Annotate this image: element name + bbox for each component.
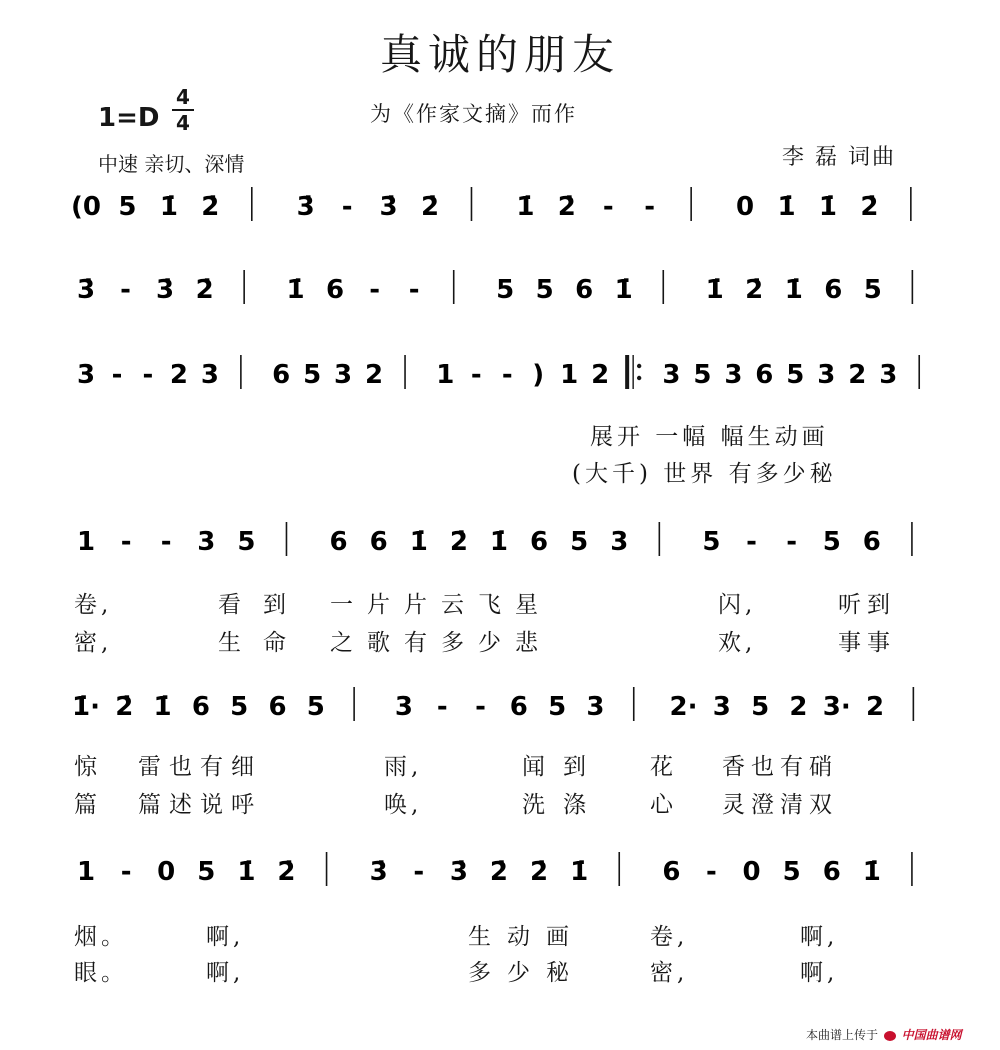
note-6: 6 xyxy=(329,527,348,557)
note-3x: 3̇ xyxy=(379,192,398,222)
lyric-4b-2: 之歌有多少悲 xyxy=(330,630,552,656)
lyric-5a-1: 雷也有细 xyxy=(138,754,262,780)
lyric-6a-2: 生动画 xyxy=(468,924,585,950)
note-1x: 1̇ xyxy=(614,275,633,305)
note-1x: 1̇ xyxy=(489,527,509,557)
note--: - xyxy=(369,275,381,305)
repeat-dot xyxy=(637,376,641,380)
note-1x: 1̇ xyxy=(516,192,535,222)
note-3: 3 xyxy=(817,360,836,390)
note-6: 6 xyxy=(272,360,291,390)
note--: - xyxy=(746,527,757,557)
dedication: 为《作家文摘》而作 xyxy=(370,102,577,126)
lyric-verse1-line1: 展开 一幅 幅生动画 xyxy=(590,424,829,450)
note-5: 5 xyxy=(535,275,554,305)
tempo-marking: 中速 亲切、深情 xyxy=(98,152,245,176)
note-5: 5 xyxy=(197,857,216,887)
lyric-5b-5: 灵澄清双 xyxy=(722,792,838,818)
note-3: 3 xyxy=(724,360,743,390)
lyric-4a-2: 一片片云飞星 xyxy=(330,592,552,618)
lyric-5a-0: 惊 xyxy=(74,754,101,780)
key-signature: 1=D xyxy=(98,103,160,133)
note-6: 6 xyxy=(509,692,528,722)
note-2x: 2̇ xyxy=(420,192,440,222)
note-1x: 1̇ xyxy=(286,275,305,305)
note-3: 3 xyxy=(334,360,353,390)
note--: - xyxy=(602,192,614,222)
note-5: 5 xyxy=(306,692,325,722)
note-3x: 3̇ xyxy=(449,857,468,887)
site-logo-icon xyxy=(884,1031,896,1041)
note--: - xyxy=(120,275,131,305)
note-2x: 2̇ xyxy=(195,275,214,305)
note--: - xyxy=(475,692,486,722)
note-1xx: 1̇· xyxy=(72,692,100,722)
lyric-4a-0: 卷, xyxy=(74,592,113,618)
lyric-5b-4: 心 xyxy=(650,792,677,818)
note-3: 3 xyxy=(879,360,898,390)
note-2x: 2̇ xyxy=(530,857,549,887)
note-2x: 2· xyxy=(669,692,698,722)
note-0: 0 xyxy=(735,192,755,222)
note-5: 5 xyxy=(822,527,841,557)
note--: - xyxy=(470,360,482,390)
note-1x: 1̇ xyxy=(784,275,803,305)
note--: - xyxy=(501,360,513,390)
note-2x: 2̇ xyxy=(557,192,576,222)
note-1x: 1̇ xyxy=(777,192,796,222)
lyric-5a-3: 闻到 xyxy=(522,754,604,780)
note-3: 3 xyxy=(610,527,629,557)
note-5: 5 xyxy=(237,527,256,557)
note-5: 5 xyxy=(786,360,805,390)
note-1x: 1̇ xyxy=(818,192,837,222)
note-5: 5 xyxy=(496,275,515,305)
lyric-4a-4: 听到 xyxy=(838,592,896,618)
note-1: 1 xyxy=(76,857,96,887)
note-5: 5 xyxy=(751,692,770,722)
note-6: 6 xyxy=(755,360,774,390)
lyric-5b-0: 篇 xyxy=(74,792,101,818)
note-3x: 3̇ xyxy=(296,192,315,222)
note-1x: 1̇ xyxy=(237,857,256,887)
note-1x: 1̇ xyxy=(159,192,178,222)
lyric-5b-2: 唤, xyxy=(384,792,423,818)
note--: - xyxy=(111,360,123,390)
note-5: 5 xyxy=(693,360,712,390)
lyric-6b-0: 眼。 xyxy=(74,960,128,986)
upload-footer xyxy=(806,1026,962,1043)
note-3: 3 xyxy=(394,692,413,722)
note-2: 2 xyxy=(591,360,610,390)
footer-text: 本曲谱上传于 xyxy=(806,1028,879,1042)
note-x0: (0 xyxy=(71,192,101,222)
note-1x: 1̇ xyxy=(153,692,172,722)
note-5: 5 xyxy=(702,527,721,557)
note-5: 5 xyxy=(570,527,589,557)
repeat-dot xyxy=(637,364,641,368)
note-5: 5 xyxy=(782,857,801,887)
lyric-6b-4: 啊, xyxy=(800,960,839,986)
note-1: 1 xyxy=(560,360,579,390)
note-1x: 1̇ xyxy=(409,527,428,557)
lyric-5a-4: 花 xyxy=(650,754,677,780)
lyric-6b-1: 啊, xyxy=(206,960,245,986)
note-5: 5 xyxy=(230,692,249,722)
note-6: 6 xyxy=(824,275,843,305)
note-2x: 2̇ xyxy=(745,275,764,305)
lyric-5b-1: 篇述说呼 xyxy=(138,792,262,818)
note-2: 2 xyxy=(169,360,188,390)
note-2: 2 xyxy=(365,360,384,390)
lyric-4b-1: 生命 xyxy=(218,630,308,656)
note-2x: 2̇ xyxy=(277,857,296,887)
note--: - xyxy=(142,360,154,390)
note-2: 2 xyxy=(866,692,885,722)
note-2: 2 xyxy=(848,360,867,390)
note-3x: 3̇ xyxy=(156,275,175,305)
note-3: 3 xyxy=(200,360,219,390)
lyric-6a-0: 烟。 xyxy=(74,924,128,950)
note-2x: 2̇ xyxy=(201,192,220,222)
lyric-5b-3: 洗涤 xyxy=(522,792,604,818)
note-5: 5 xyxy=(548,692,567,722)
note-3x: 3̇ xyxy=(76,275,96,305)
lyric-4b-0: 密, xyxy=(74,630,113,656)
lyric-6a-3: 卷, xyxy=(650,924,689,950)
footer-brand[interactable]: 中国曲谱网 xyxy=(901,1028,962,1042)
note-6: 6 xyxy=(191,692,210,722)
note-2x: 2̇ xyxy=(489,857,509,887)
note--: - xyxy=(160,527,172,557)
note-6: 6 xyxy=(369,527,388,557)
note-2: 2 xyxy=(789,692,808,722)
lyric-4b-4: 事事 xyxy=(838,630,896,656)
note-6: 6 xyxy=(862,527,881,557)
note-2x: 2̇ xyxy=(449,527,468,557)
note--: - xyxy=(436,692,448,722)
note-0: 0 xyxy=(157,857,176,887)
note-6: 6 xyxy=(326,275,345,305)
note-1: 1 xyxy=(76,527,96,557)
author-credit: 李 磊 词曲 xyxy=(782,145,896,170)
note-5: 5 xyxy=(303,360,322,390)
lyric-6a-4: 啊, xyxy=(800,924,839,950)
note--: - xyxy=(786,527,798,557)
lyric-6b-2: 多少秘 xyxy=(468,960,585,986)
note-1: 1 xyxy=(436,360,455,390)
note--: - xyxy=(341,192,353,222)
note-6: 6 xyxy=(662,857,681,887)
note-5: 5 xyxy=(118,192,137,222)
lyric-5a-5: 香也有硝 xyxy=(722,754,838,780)
note-3: 3 xyxy=(586,692,605,722)
time-signature-top: 4 xyxy=(176,85,190,109)
note-1x: 1̇ xyxy=(570,857,589,887)
lyric-4b-3: 欢, xyxy=(718,630,757,656)
note-6: 6 xyxy=(530,527,549,557)
note-5: 5 xyxy=(863,275,882,305)
note-6: 6 xyxy=(822,857,841,887)
lyric-4a-1: 看到 xyxy=(218,592,308,618)
note--: - xyxy=(120,527,132,557)
note-3x: 3̇ xyxy=(369,857,388,887)
note--: - xyxy=(413,857,425,887)
note-6: 6 xyxy=(575,275,594,305)
note-x: ) xyxy=(532,360,545,390)
note-3x: 3· xyxy=(822,692,851,722)
note-2x: 2̇ xyxy=(860,192,879,222)
note-0: 0 xyxy=(742,857,761,887)
note--: - xyxy=(120,857,132,887)
note--: - xyxy=(644,192,656,222)
note-1x: 1̇ xyxy=(705,275,724,305)
note-2x: 2̇ xyxy=(115,692,134,722)
note-3: 3 xyxy=(76,360,96,390)
lyric-verse2-line1: (大千) 世界 有多少秘 xyxy=(572,461,837,487)
time-signature-bottom: 4 xyxy=(176,111,190,135)
note-6: 6 xyxy=(268,692,287,722)
lyric-4a-3: 闪, xyxy=(718,592,757,618)
song-title: 真诚的朋友 xyxy=(379,30,620,79)
lyric-6b-3: 密, xyxy=(650,960,689,986)
note--: - xyxy=(706,857,717,887)
note--: - xyxy=(408,275,420,305)
note-3: 3 xyxy=(662,360,681,390)
lyric-5a-2: 雨, xyxy=(384,754,423,780)
note-1x: 1̇ xyxy=(862,857,881,887)
lyric-6a-1: 啊, xyxy=(206,924,245,950)
note-3: 3 xyxy=(197,527,216,557)
note-3: 3 xyxy=(712,692,731,722)
